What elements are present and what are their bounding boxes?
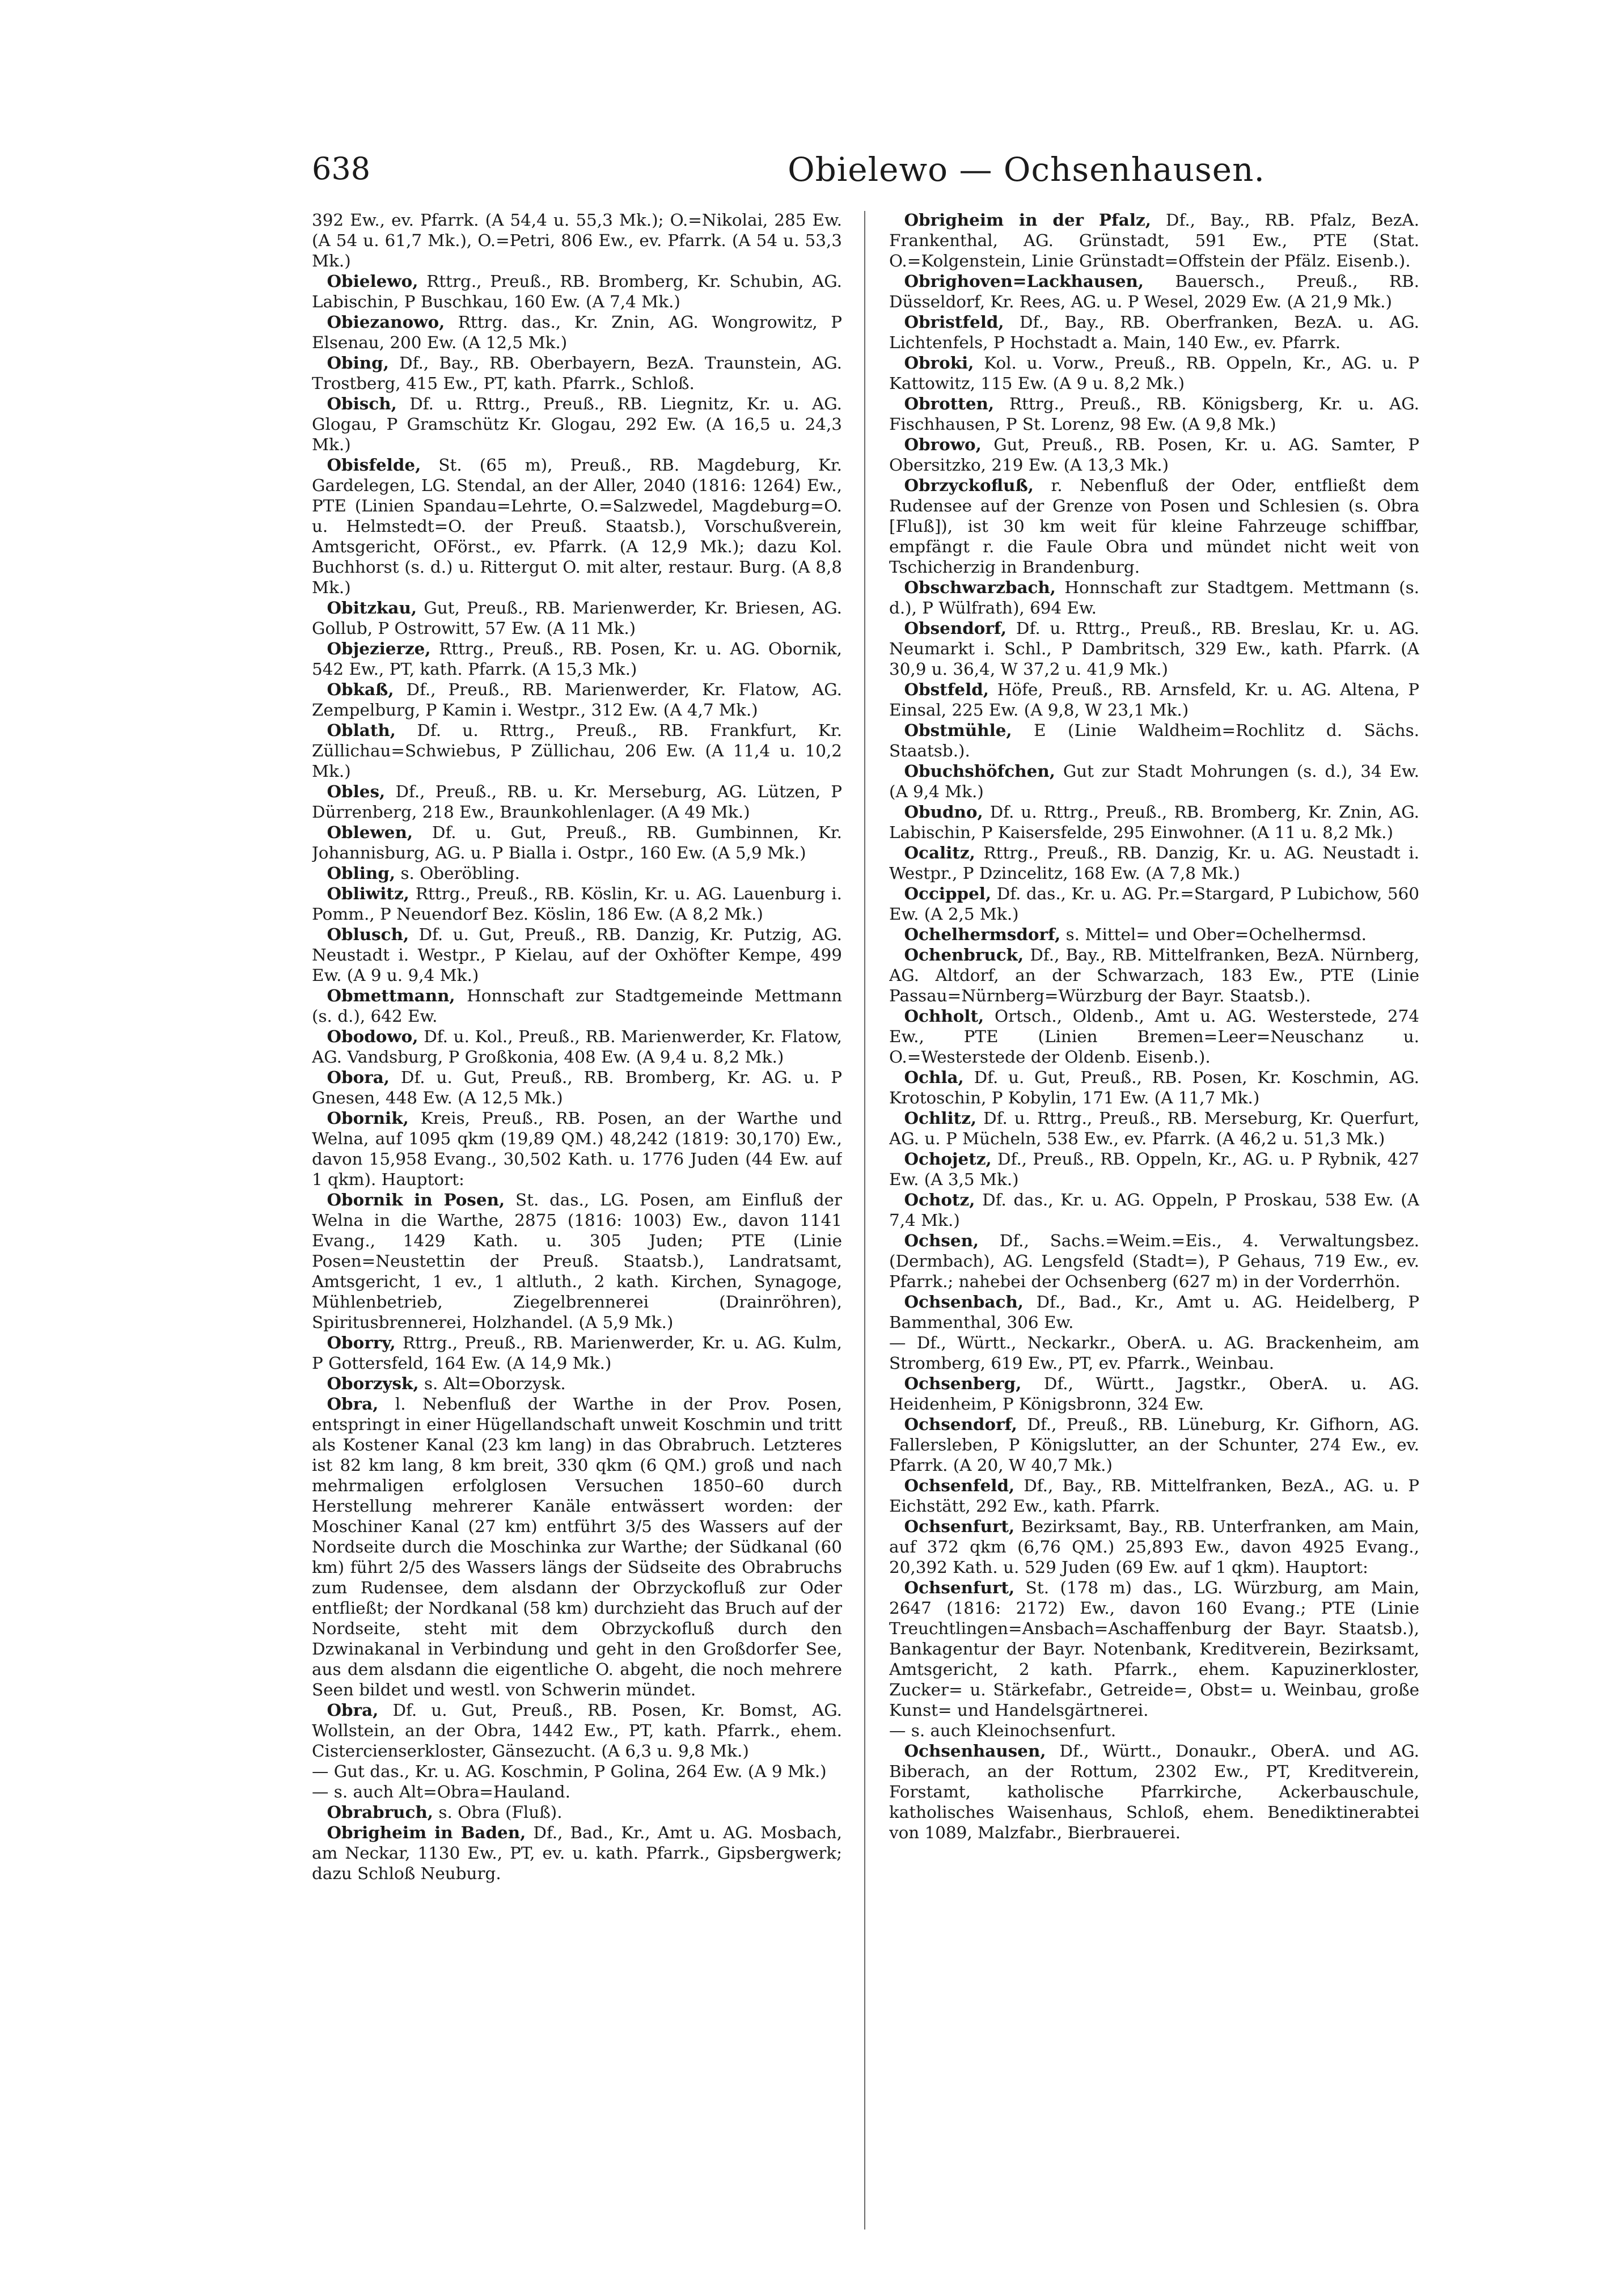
entry-text: Df., Preuß., RB. u. Kr. Merseburg, AG. Lützen, P Dürrenberg, 218 Ew., Braunkohlenlager. (A 49 Mk.) — [312, 782, 842, 822]
entry-headword: Ochsenfurt, — [904, 1577, 1015, 1597]
entry-headword: Oblath, — [327, 720, 396, 740]
entry-text: Df. u. Kol., Preuß., RB. Marienwerder, Kr. Flatow, AG. Vandsburg, P Großkonia, 408 Ew. (A 9,4 u. 8,2 Mk.) — [312, 1027, 842, 1067]
entry-text: St. das., LG. Posen, am Einfluß der Welna in die Warthe, 2875 (1816: 1003) Ew., davon 1141 Evang., 1429 Kath. u. 305 Juden; PTE (Linie Posen=Neustettin der Preuß. Staatsb.), Landratsamt, Amtsgericht, 1 ev., 1 altluth., 2 kath. Kirchen, Synagoge, Mühlenbetrieb, Ziegelbrennerei (Drainröhren), Spiritusbrennerei, Holzhandel. (A 5,9 Mk.) — [312, 1190, 842, 1332]
entry-text: Df. u. Gut, Preuß., RB. Bromberg, Kr. AG. u. P Gnesen, 448 Ew. (A 12,5 Mk.) — [312, 1068, 842, 1107]
entry-text: Df., Bay., RB. Oberbayern, BezA. Traunstein, AG. Trostberg, 415 Ew., PT, kath. Pfarrk., Schloß. — [312, 353, 842, 393]
entry-headword: Obschwarzbach, — [904, 577, 1056, 597]
dictionary-entry — [312, 863, 842, 883]
dictionary-entry — [889, 802, 1419, 843]
dictionary-entry — [312, 598, 842, 638]
entry-headword: Obrighoven=Lackhausen, — [904, 271, 1144, 291]
entry-text: Df. das., Kr. u. AG. Pr.=Stargard, P Lubichow, 560 Ew. (A 2,5 Mk.) — [889, 884, 1419, 924]
dictionary-entry — [312, 455, 842, 598]
dictionary-entry — [889, 271, 1419, 312]
column-rule — [864, 211, 865, 2229]
entry-text: Rttrg., Preuß., RB. Posen, Kr. u. AG. Obornik, 542 Ew., PT, kath. Pfarrk. (A 15,3 Mk.) — [312, 639, 842, 679]
entry-text: Df. u. Rttrg., Preuß., RB. Bromberg, Kr. Znin, AG. Labischin, P Kaisersfelde, 295 Einwohner. (A 11 u. 8,2 Mk.) — [889, 802, 1419, 842]
entry-headword: Obisch, — [327, 394, 397, 413]
dictionary-entry — [889, 394, 1419, 434]
dictionary-entry — [889, 353, 1419, 394]
entry-headword: Obra, — [327, 1394, 379, 1414]
entry-text: Df., Bay., RB. Mittelfranken, BezA., AG. u. P Eichstätt, 292 Ew., kath. Pfarrk. — [889, 1476, 1419, 1516]
entry-headword: Ochla, — [904, 1067, 964, 1087]
dictionary-entry — [889, 883, 1419, 924]
entry-text: Gut, Preuß., RB. Posen, Kr. u. AG. Samter, P Obersitzko, 219 Ew. (A 13,3 Mk.) — [889, 435, 1419, 475]
entry-text: Gut zur Stadt Mohrungen (s. d.), 34 Ew. (A 9,4 Mk.) — [889, 761, 1419, 801]
entry-text: St. (178 m) das., LG. Würzburg, am Main, 2647 (1816: 2172) Ew., davon 160 Evang.; PTE (Linie Treuchtlingen=Ansbach=Aschaffenburg der Bayr. Staatsb.), Bankagentur der Bayr. Notenbank, Kreditverein, Bezirksamt, Amtsgericht, 2 kath. Pfarrk., ehem. Kapuzinerkloster, Zucker= u. Stärkefabr., Getreide=, Obst= u. Weinbau, große Kunst= und Handelsgärtnerei. — [889, 1578, 1419, 1720]
dictionary-entry — [312, 394, 842, 455]
dictionary-entry — [889, 577, 1419, 618]
dictionary-entry — [312, 271, 842, 312]
dictionary-entry — [312, 883, 842, 924]
dictionary-entry — [312, 924, 842, 985]
dictionary-entry — [312, 1026, 842, 1067]
dictionary-entry — [889, 1475, 1419, 1516]
dictionary-entry — [889, 475, 1419, 577]
entry-headword: Obora, — [327, 1067, 390, 1087]
entry-headword: Obodowo, — [327, 1026, 418, 1046]
entry-text: Honnschaft zur Stadtgemeinde Mettmann (s. d.), 642 Ew. — [312, 986, 842, 1026]
entry-text: Ortsch., Oldenb., Amt u. AG. Westerstede, 274 Ew., PTE (Linien Bremen=Leer=Neuschanz u. O.=Westerstede der Oldenb. Eisenb.). — [889, 1006, 1419, 1067]
entry-text: Df. u. Rttrg., Preuß., RB. Breslau, Kr. u. AG. Neumarkt i. Schl., P Dambritsch, 329 Ew., kath. Pfarrk. (A 30,9 u. 36,4, W 37,2 u. 41,9 Mk.) — [889, 619, 1419, 679]
entry-text: — Df., Württ., Neckarkr., OberA. u. AG. Brackenheim, am Stromberg, 619 Ew., PT, ev. Pfarrk., Weinbau. — [889, 1333, 1419, 1373]
entry-headword: Objezierze, — [327, 638, 431, 658]
entry-headword: Obing, — [327, 353, 389, 373]
dictionary-entry — [889, 1516, 1419, 1577]
entry-headword: Obrzyckofluß, — [904, 475, 1034, 495]
entry-text: Höfe, Preuß., RB. Arnsfeld, Kr. u. AG. Altena, P Einsal, 225 Ew. (A 9,8, W 23,1 Mk.) — [889, 680, 1419, 720]
entry-text: Df. u. Gut, Preuß., RB. Gumbinnen, Kr. Johannisburg, AG. u. P Bialla i. Ostpr., 160 Ew. (A 5,9 Mk.) — [312, 823, 842, 862]
entry-headword: Obrabruch, — [327, 1802, 434, 1822]
entry-headword: Ochsenhausen, — [904, 1741, 1046, 1761]
dictionary-entry — [312, 1190, 842, 1332]
entry-headword: Ochholt, — [904, 1006, 984, 1026]
dictionary-entry — [889, 1373, 1419, 1414]
left-column — [312, 210, 842, 2228]
dictionary-entry — [889, 1190, 1419, 1230]
dictionary-entry — [312, 1782, 842, 1802]
entry-text: Df., Preuß., RB. Lüneburg, Kr. Gifhorn, AG. Fallersleben, P Königslutter, an der Schunter, 274 Ew., ev. Pfarrk. (A 20, W 40,7 Mk.) — [889, 1415, 1419, 1475]
entry-text: Honnschaft zur Stadtgem. Mettmann (s. d.), P Wülfrath), 694 Ew. — [889, 578, 1419, 617]
dictionary-entry — [312, 985, 842, 1026]
dictionary-entry — [312, 679, 842, 720]
entry-headword: Ochlitz, — [904, 1108, 977, 1128]
dictionary-entry — [312, 1332, 842, 1373]
dictionary-entry — [312, 1373, 842, 1394]
dictionary-entry — [312, 1761, 842, 1782]
entry-headword: Ochotz, — [904, 1190, 975, 1209]
dictionary-entry — [889, 618, 1419, 679]
entry-text: Df., Bay., RB. Oberfranken, BezA. u. AG. Lichtenfels, P Hochstadt a. Main, 140 Ew., ev. Pfarrk. — [889, 312, 1419, 352]
entry-headword: Obisfelde, — [327, 455, 421, 475]
dictionary-entry — [312, 1802, 842, 1822]
dictionary-entry — [889, 945, 1419, 1006]
entry-headword: Obra, — [327, 1700, 379, 1720]
entry-text: Bauersch., Preuß., RB. Düsseldorf, Kr. Rees, AG. u. P Wesel, 2029 Ew. (A 21,9 Mk.) — [889, 272, 1419, 311]
entry-text: Df., Württ., Jagstkr., OberA. u. AG. Heidenheim, P Königsbronn, 324 Ew. — [889, 1374, 1419, 1414]
dictionary-entry — [889, 843, 1419, 883]
entry-headword: Oblewen, — [327, 822, 413, 842]
entry-headword: Obling, — [327, 863, 396, 883]
dictionary-entry — [312, 720, 842, 781]
dictionary-entry — [312, 781, 842, 822]
entry-text: Gut, Preuß., RB. Marienwerder, Kr. Briesen, AG. Gollub, P Ostrowitt, 57 Ew. (A 11 Mk.) — [312, 598, 842, 638]
dictionary-entry — [889, 1741, 1419, 1843]
dictionary-entry — [889, 1006, 1419, 1067]
dictionary-entry — [889, 1292, 1419, 1332]
entry-text: Df., Bad., Kr., Amt u. AG. Heidelberg, P Bammenthal, 306 Ew. — [889, 1292, 1419, 1332]
dictionary-entry — [312, 822, 842, 863]
dictionary-entry — [889, 1149, 1419, 1190]
entry-headword: Obuchshöfchen, — [904, 761, 1055, 781]
entry-text: s. Obra (Fluß). — [438, 1803, 563, 1822]
entry-headword: Oborzysk, — [327, 1373, 419, 1393]
dictionary-entry — [312, 1394, 842, 1700]
entry-text: — s. auch Alt=Obra=Hauland. — [312, 1782, 570, 1801]
dictionary-entry — [312, 1108, 842, 1190]
entry-text: r. Nebenfluß der Oder, entfließt dem Rudensee auf der Grenze von Posen und Schlesien (s. Obra [Fluß]), ist 30 km weit für kleine Fahrzeuge schiffbar, empfängt r. die Faule Obra und mündet nicht weit von Tschicherzig in Brandenburg. — [889, 476, 1419, 577]
entry-text: 392 Ew., ev. Pfarrk. (A 54,4 u. 55,3 Mk.); O.=Nikolai, 285 Ew. (A 54 u. 61,7 Mk.), O.=Petri, 806 Ew., ev. Pfarrk. (A 54 u. 53,3 Mk.) — [312, 210, 842, 270]
entry-text: Rttrg., Preuß., RB. Königsberg, Kr. u. AG. Fischhausen, P St. Lorenz, 98 Ew. (A 9,8 Mk.) — [889, 394, 1419, 434]
entry-text: Rttrg., Preuß., RB. Danzig, Kr. u. AG. Neustadt i. Westpr., P Dzincelitz, 168 Ew. (A 7,8 Mk.) — [889, 843, 1419, 883]
entry-headword: Obliwitz, — [327, 883, 409, 903]
entry-text: Df. u. Rttrg., Preuß., RB. Merseburg, Kr. Querfurt, AG. u. P Mücheln, 538 Ew., ev. Pfarrk. (A 46,2 u. 51,3 Mk.) — [889, 1109, 1419, 1148]
entry-headword: Occippel, — [904, 883, 992, 903]
entry-headword: Obstmühle, — [904, 720, 1012, 740]
entry-text: Rttrg. das., Kr. Znin, AG. Wongrowitz, P Elsenau, 200 Ew. (A 12,5 Mk.) — [312, 312, 842, 352]
entry-text: Df., Bay., RB. Mittelfranken, BezA. Nürnberg, AG. Altdorf, an der Schwarzach, 183 Ew., PTE (Linie Passau=Nürnberg=Würzburg der Bayr. Staatsb.). — [889, 945, 1419, 1005]
entry-text: — Gut das., Kr. u. AG. Koschmin, P Golina, 264 Ew. (A 9 Mk.) — [312, 1762, 827, 1781]
dictionary-entry — [312, 1700, 842, 1761]
entry-text: Rttrg., Preuß., RB. Marienwerder, Kr. u. AG. Kulm, P Gottersfeld, 164 Ew. (A 14,9 Mk.) — [312, 1333, 842, 1373]
running-head: Obielewo — Ochsenhausen. — [788, 150, 1265, 189]
dictionary-entry — [312, 353, 842, 394]
entry-text: Kreis, Preuß., RB. Posen, an der Warthe und Welna, auf 1095 qkm (19,89 QM.) 48,242 (1819: 30,170) Ew., davon 15,958 Evang., 30,502 Kath. u. 1776 Juden (44 Ew. auf 1 qkm). Hauptort: — [312, 1109, 842, 1189]
dictionary-entry — [312, 1822, 842, 1884]
entry-text: Df. u. Rttrg., Preuß., RB. Frankfurt, Kr. Züllichau=Schwiebus, P Züllichau, 206 Ew. (A 11,4 u. 10,2 Mk.) — [312, 721, 842, 781]
entry-headword: Ochenbruck, — [904, 945, 1024, 964]
entry-headword: Obielewo, — [327, 271, 418, 291]
dictionary-entry — [889, 761, 1419, 802]
page-number: 638 — [312, 151, 371, 187]
dictionary-entry — [889, 924, 1419, 945]
dictionary-entry — [889, 1414, 1419, 1475]
dictionary-entry — [889, 679, 1419, 720]
dictionary-entry — [312, 638, 842, 679]
entry-text: Df., Sachs.=Weim.=Eis., 4. Verwaltungsbez. (Dermbach), AG. Lengsfeld (Stadt=), P Gehaus, 719 Ew., ev. Pfarrk.; nahebei der Ochsenberg (627 m) in der Vorderrhön. — [889, 1231, 1419, 1291]
entry-text: Df., Bay., RB. Pfalz, BezA. Frankenthal, AG. Grünstadt, 591 Ew., PTE (Stat. O.=Kolgenstein, Linie Grünstadt=Offstein der Pfälz. Eisenb.). — [889, 210, 1419, 270]
dictionary-entry — [889, 720, 1419, 761]
dictionary-entry — [312, 312, 842, 353]
entry-text: Df. u. Rttrg., Preuß., RB. Liegnitz, Kr. u. AG. Glogau, P Gramschütz Kr. Glogau, 292 Ew. (A 16,5 u. 24,3 Mk.) — [312, 394, 842, 454]
dictionary-entry — [312, 1067, 842, 1108]
entry-text: Df., Preuß., RB. Marienwerder, Kr. Flatow, AG. Zempelburg, P Kamin i. Westpr., 312 Ew. (A 4,7 Mk.) — [312, 680, 842, 720]
entry-headword: Obstfeld, — [904, 679, 989, 699]
entry-headword: Ochsenberg, — [904, 1373, 1022, 1393]
entry-text: Bezirksamt, Bay., RB. Unterfranken, am Main, auf 372 qkm (6,76 QM.) 25,893 Ew., davon 4925 Evang., 20,392 Kath. u. 529 Juden (69 Ew. auf 1 qkm). Hauptort: — [889, 1517, 1419, 1577]
entry-text: Rttrg., Preuß., RB. Köslin, Kr. u. AG. Lauenburg i. Pomm., P Neuendorf Bez. Köslin, 186 Ew. (A 8,2 Mk.) — [312, 884, 842, 924]
entry-text: — s. auch Kleinochsenfurt. — [889, 1721, 1116, 1740]
entry-headword: Obrigheim in der Pfalz, — [904, 210, 1151, 230]
dictionary-entry — [889, 434, 1419, 475]
entry-headword: Ochsendorf, — [904, 1414, 1017, 1434]
entry-headword: Obmettmann, — [327, 985, 455, 1005]
entry-headword: Ochelhermsdorf, — [904, 924, 1061, 944]
entry-text: Df. u. Gut, Preuß., RB. Posen, Kr. Koschmin, AG. Krotoschin, P Kobylin, 171 Ew. (A 11,7 Mk.) — [889, 1068, 1419, 1107]
dictionary-entry — [889, 1108, 1419, 1149]
entry-text: Rttrg., Preuß., RB. Bromberg, Kr. Schubin, AG. Labischin, P Buschkau, 160 Ew. (A 7,4 Mk.) — [312, 272, 842, 311]
entry-headword: Oblusch, — [327, 924, 409, 944]
entry-text: E (Linie Waldheim=Rochlitz d. Sächs. Staatsb.). — [889, 721, 1419, 760]
entry-headword: Ochsenfeld, — [904, 1475, 1015, 1495]
entry-text: Df. u. Gut, Preuß., RB. Danzig, Kr. Putzig, AG. Neustadt i. Westpr., P Kielau, auf der Oxhöfter Kempe, 499 Ew. (A 9 u. 9,4 Mk.) — [312, 925, 842, 985]
entry-headword: Obsendorf, — [904, 618, 1007, 638]
entry-text: Df. u. Gut, Preuß., RB. Posen, Kr. Bomst, AG. Wollstein, an der Obra, 1442 Ew., PT, kath. Pfarrk., ehem. Cistercienserkloster, Gänsezucht. (A 6,3 u. 9,8 Mk.) — [312, 1700, 842, 1761]
entry-text: Kol. u. Vorw., Preuß., RB. Oppeln, Kr., AG. u. P Kattowitz, 115 Ew. (A 9 u. 8,2 Mk.) — [889, 353, 1419, 393]
dictionary-entry — [889, 1720, 1419, 1741]
dictionary-entry — [889, 210, 1419, 271]
entry-headword: Ochsenfurt, — [904, 1516, 1015, 1536]
entry-headword: Obrowo, — [904, 434, 982, 454]
dictionary-entry — [889, 1067, 1419, 1108]
entry-text: l. Nebenfluß der Warthe in der Prov. Posen, entspringt in einer Hügellandschaft unweit Koschmin und tritt als Kostener Kanal (23 km lang) in das Obrabruch. Letzteres ist 82 km lang, 8 km breit, 330 qkm (6 QM.) groß und nach mehrmaligen erfolglosen Versuchen 1850–60 durch Herstellung mehrerer Kanäle entwässert worden: der Moschiner Kanal (27 km) entführt 3/5 des Wassers auf der Nordseite durch die Moschinka zur Warthe; der Südkanal (60 km) führt 2/5 des Wassers längs der Südseite des Obrabruchs zum Rudensee, dem alsdann der Obrzyckofluß zur Oder entfließt; der Nordkanal (58 km) durchzieht das Bruch auf der Nordseite, steht mit dem Obrzyckofluß durch den Dzwinakanal in Verbindung und geht in den Großdorfer See, aus dem alsdann die eigentliche O. abgeht, die noch mehrere Seen bildet und westl. von Schwerin mündet. — [312, 1394, 842, 1699]
entry-headword: Obitzkau, — [327, 598, 417, 617]
entry-text: s. Alt=Oborzysk. — [424, 1374, 566, 1393]
entry-headword: Obornik, — [327, 1108, 409, 1128]
entry-text: St. (65 m), Preuß., RB. Magdeburg, Kr. Gardelegen, LG. Stendal, an der Aller, 2040 (1816: 1264) Ew., PTE (Linien Spandau=Lehrte, O.=Salzwedel, Magdeburg=O. u. Helmstedt=O. der Preuß. Staatsb.), Vorschußverein, Amtsgericht, OFörst., ev. Pfarrk. (A 12,9 Mk.); dazu Kol. Buchhorst (s. d.) u. Rittergut O. mit alter, restaur. Burg. (A 8,8 Mk.) — [312, 455, 842, 597]
entry-headword: Obrigheim in Baden, — [327, 1822, 526, 1842]
entry-text: Df., Bad., Kr., Amt u. AG. Mosbach, am Neckar, 1130 Ew., PT, ev. u. kath. Pfarrk., Gipsbergwerk; dazu Schloß Neuburg. — [312, 1823, 842, 1883]
entry-headword: Ochsen, — [904, 1230, 979, 1250]
dictionary-entry — [889, 312, 1419, 353]
dictionary-entry — [889, 1332, 1419, 1373]
entry-headword: Ocalitz, — [904, 843, 975, 862]
dictionary-entry — [312, 210, 842, 271]
entry-headword: Obroki, — [904, 353, 974, 373]
dictionary-entry — [889, 1230, 1419, 1292]
entry-headword: Ochojetz, — [904, 1149, 992, 1169]
entry-headword: Obristfeld, — [904, 312, 1004, 332]
entry-text: s. Mittel= und Ober=Ochelhermsd. — [1065, 925, 1367, 944]
entry-text: Df. das., Kr. u. AG. Oppeln, P Proskau, 538 Ew. (A 7,4 Mk.) — [889, 1190, 1419, 1230]
entry-text: s. Oberöbling. — [400, 864, 520, 883]
dictionary-entry — [889, 1577, 1419, 1720]
entry-headword: Obles, — [327, 781, 386, 801]
entry-headword: Obrotten, — [904, 394, 995, 413]
entry-headword: Oborry, — [327, 1332, 396, 1352]
entry-text: Df., Württ., Donaukr., OberA. und AG. Biberach, an der Rottum, 2302 Ew., PT, Kreditverein, Forstamt, katholische Pfarrkirche, Ackerbauschule, katholisches Waisenhaus, Schloß, ehem. Benediktinerabtei von 1089, Malzfabr., Bierbrauerei. — [889, 1741, 1419, 1842]
entry-headword: Obkaß, — [327, 679, 394, 699]
right-column — [889, 210, 1419, 2228]
entry-headword: Obudno, — [904, 802, 983, 822]
entry-headword: Obiezanowo, — [327, 312, 445, 332]
entry-headword: Obornik in Posen, — [327, 1190, 505, 1209]
entry-headword: Ochsenbach, — [904, 1292, 1024, 1312]
entry-text: Df., Preuß., RB. Oppeln, Kr., AG. u. P Rybnik, 427 Ew. (A 3,5 Mk.) — [889, 1149, 1419, 1189]
